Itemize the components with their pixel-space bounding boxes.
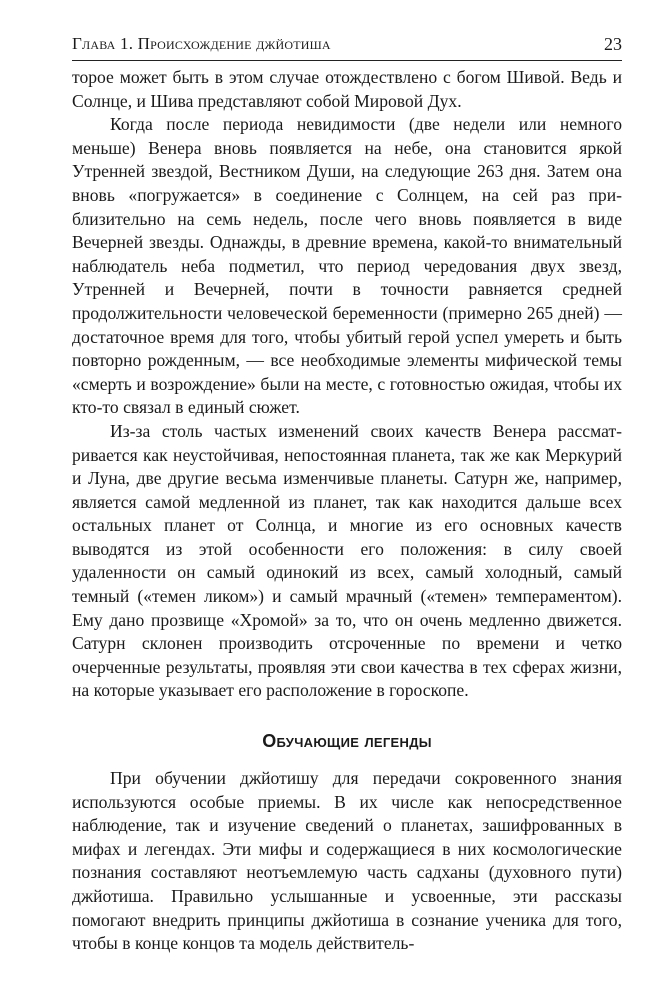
paragraph-continuation: торое может быть в этом случае отождествлено с богом Шивой. Ведь и Солнце, и Шива представляют собой Мировой Дух. <box>72 67 622 111</box>
page-number: 23 <box>604 34 622 54</box>
header-rule <box>72 60 622 61</box>
running-head <box>72 34 622 54</box>
running-title: Глава 1. Происхождение джйотиша <box>72 34 331 53</box>
paragraph-venus-cycle: Когда после периода невидимости (две недели или немного меньше) Венера вновь появляется на небе, она становится яркой Утренней звездой, Вестником Души, на следующие 263 дня. Затем она вновь «погружается» в соединение с Солнцем, на сей раз приблизительно на семь недель, после чего вновь появляется в виде Вечерней звезды. Однажды, в древние времена, какой-то внимательный наблюдатель неба подметил, что период чередования двух звезд, Утренней и Вечерней, почти в точности равняется средней продолжительности человеческой беременности (примерно 265 дней) — достаточное время для того, чтобы убитый герой успел умереть и быть повторно рожденным, — все необходимые элементы мифической темы «смерть и возрождение» были на месте, с готовностью ожидая, чтобы их кто-то связал в единый сюжет. <box>72 114 622 418</box>
paragraph-teaching-legends: При обучении джйотишу для передачи сокровенного знания используются особые приемы. В их числе как непосредственное наблюдение, так и изучение сведений о планетах, зашифрованных в мифах и легендах. Эти мифы и содержащиеся в них космологические познания составляют неотъемлемую часть садханы (духовного пути) джйотиша. Правильно услышанные и усвоенные, эти рассказы помогают внедрить принципы джйотиша в сознание ученика для того, чтобы в конце концов та модель действитель- <box>72 768 622 954</box>
section-heading: Обучающие легенды <box>262 731 432 752</box>
text-block <box>72 66 622 956</box>
paragraph-saturn: Из-за столь частых изменений своих качеств Венера рассматривается как неустойчивая, непостоянная планета, так же как Меркурий и Луна, две другие весьма изменчивые планеты. Сатурн же, например, является самой медленной из планет, так как находится дальше всех остальных планет от Солнца, и многие из его основных качеств выводятся из этой особенности его положения: в силу своей удаленности он самый одинокий из всех, самый холодный, самый темный («темен ликом») и самый мрачный («темен» темпераментом). Ему дано прозвище «Хромой» за то, что он очень медленно движется. Сатурн склонен производить отсроченные по времени и четко очерченные результаты, проявляя эти свои качества в тех сферах жизни, на которые указывает его расположение в гороскопе. <box>72 420 622 701</box>
